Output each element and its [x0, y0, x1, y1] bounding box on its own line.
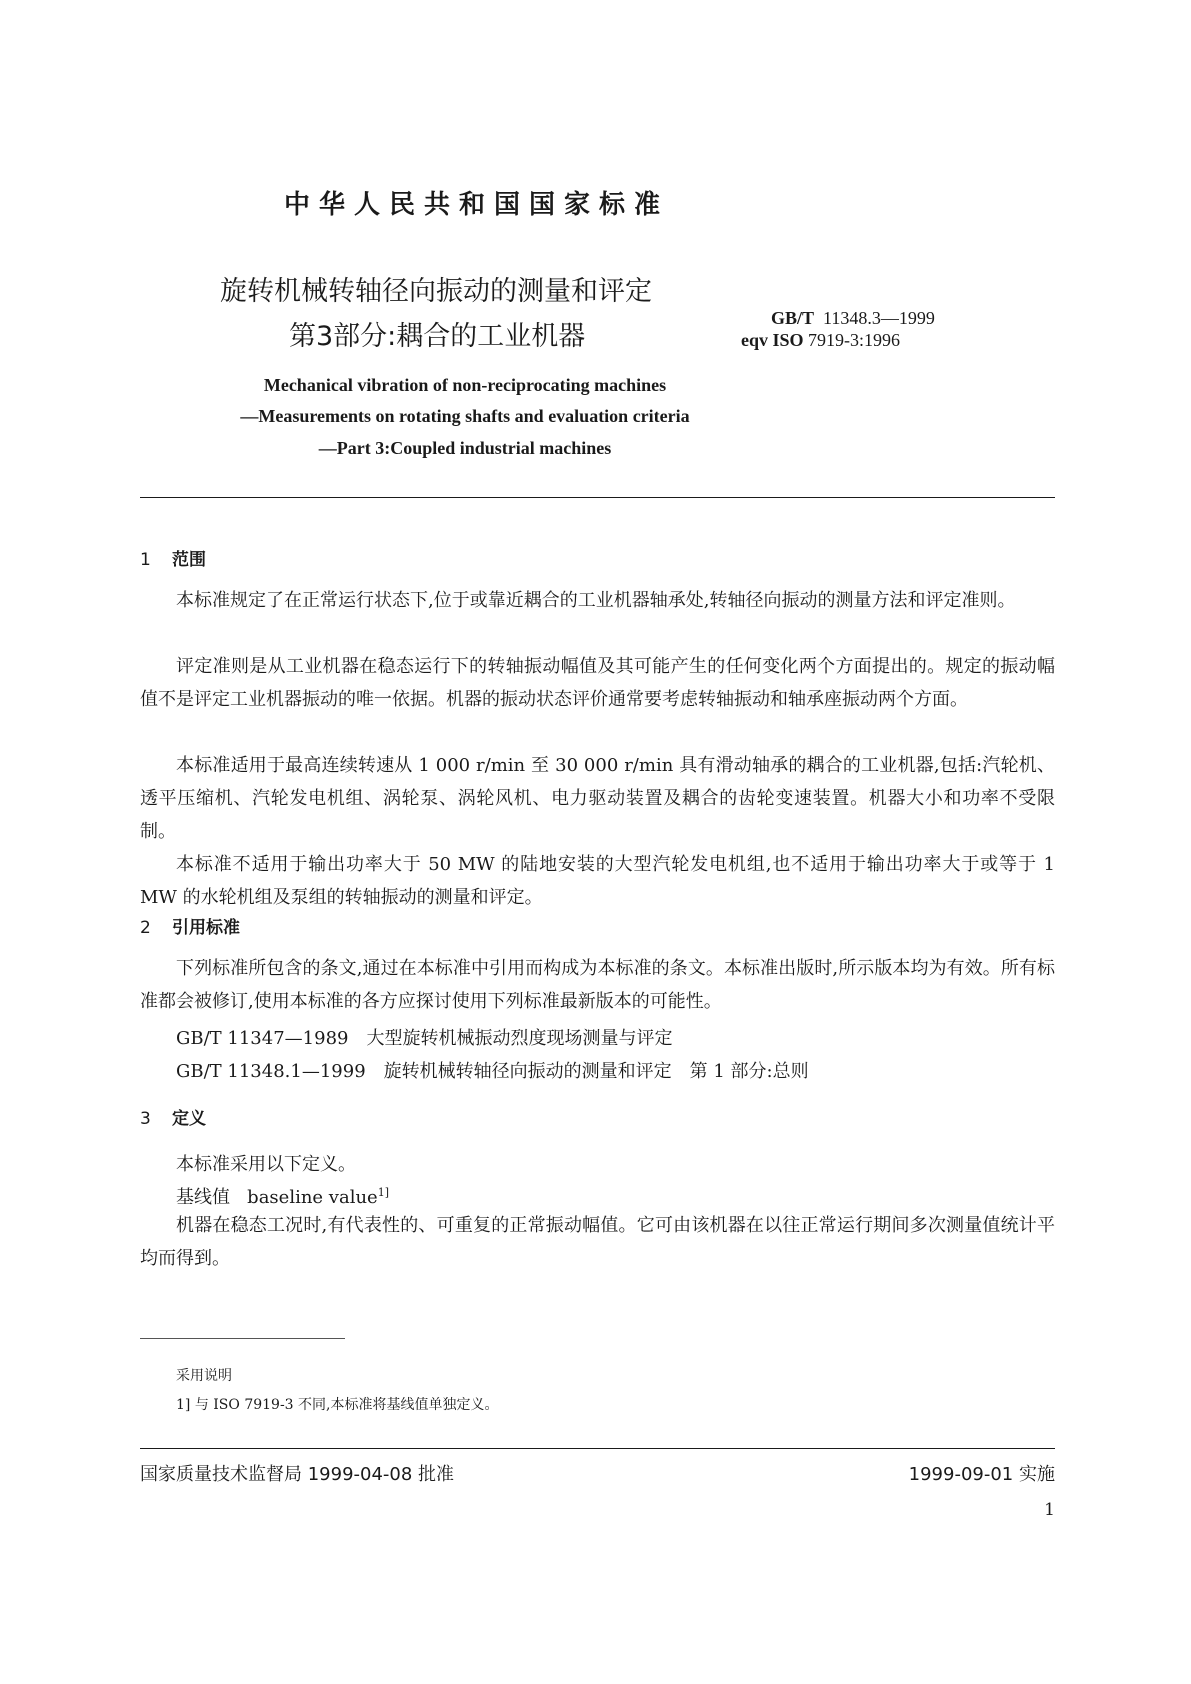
eqv-number: 7919-3:1996 [808, 330, 901, 350]
title-cn-line1: 旋转机械转轴径向振动的测量和评定 [220, 276, 652, 307]
section-2-title: 引用标准 [172, 918, 240, 938]
term-baseline-value [176, 1183, 389, 1209]
section-3-number: 3 [140, 1109, 151, 1129]
std-number: 11348.3—1999 [823, 308, 935, 328]
approval-date: 国家质量技术监督局 1999-04-08 批准 [140, 1464, 455, 1485]
section-2-paragraph-1: 下列标准所包含的条文,通过在本标准中引用而构成为本标准的条文。本标准出版时,所示版本均为有效。所有标准都会被修订,使用本标准的各方应探讨使用下列标准最新版本的可能性。 [140, 958, 1055, 1012]
footnote-text: 1] 与 ISO 7919-3 不同,本标准将基线值单独定义。 [176, 1397, 499, 1413]
footer-divider [140, 1448, 1055, 1449]
org-title: 中华人民共和国国家标准 [284, 190, 670, 220]
page-number: 1 [1044, 1500, 1055, 1520]
eqv-row [741, 329, 935, 351]
footnote-label: 采用说明 [176, 1368, 232, 1384]
std-number-prefix: GB/T [771, 308, 815, 328]
implementation-date: 1999-09-01 实施 [908, 1464, 1055, 1485]
term-cn: 基线值 [176, 1187, 230, 1208]
section-1-number: 1 [140, 550, 151, 570]
section-3-heading [140, 1104, 206, 1129]
section-1-heading [140, 545, 206, 570]
title-en-line3: —Part 3:Coupled industrial machines [318, 438, 612, 458]
section-1-paragraph-1: 本标准规定了在正常运行状态下,位于或靠近耦合的工业机器轴承处,转轴径向振动的测量方法和评定准则。 [176, 590, 1016, 611]
term-footnote-marker: 1] [377, 1186, 389, 1199]
standard-number-block [741, 307, 935, 351]
std-number-row [771, 307, 935, 329]
section-3-intro: 本标准采用以下定义。 [176, 1154, 356, 1175]
footnote-divider [140, 1338, 345, 1339]
section-1-paragraph-2: 评定准则是从工业机器在稳态运行下的转轴振动幅值及其可能产生的任何变化两个方面提出的。规定的振动幅值不是评定工业机器振动的唯一依据。机器的振动状态评价通常要考虑转轴振动和轴承座振动两个方面。 [140, 656, 1055, 710]
section-3-definition: 机器在稳态工况时,有代表性的、可重复的正常振动幅值。它可由该机器在以往正常运行期间多次测量值统计平均而得到。 [140, 1215, 1055, 1269]
section-3-title: 定义 [172, 1109, 206, 1129]
section-1-paragraph-3: 本标准适用于最高连续转速从 1 000 r/min 至 30 000 r/min 具有滑动轴承的耦合的工业机器,包括:汽轮机、透平压缩机、汽轮发电机组、涡轮泵、涡轮风机、电力驱动装置及耦合的齿轮变速装置。机器大小和功率不受限制。 [140, 755, 1055, 842]
section-1-title: 范围 [172, 550, 206, 570]
section-2-heading [140, 913, 240, 938]
section-1-paragraph-4: 本标准不适用于输出功率大于 50 MW 的陆地安装的大型汽轮发电机组,也不适用于输出功率大于或等于 1 MW 的水轮机组及泵组的转轴振动的测量和评定。 [140, 854, 1055, 908]
reference-2: GB/T 11348.1—1999 旋转机械转轴径向振动的测量和评定 第 1 部分:总则 [176, 1061, 809, 1082]
term-en: baseline value [247, 1187, 378, 1208]
title-divider [140, 497, 1055, 498]
section-2-number: 2 [140, 918, 151, 938]
eqv-prefix: eqv ISO [741, 330, 804, 350]
reference-1: GB/T 11347—1989 大型旋转机械振动烈度现场测量与评定 [176, 1028, 673, 1049]
title-en-line2: —Measurements on rotating shafts and evaluation criteria [240, 406, 690, 426]
title-cn-line2: 第3部分:耦合的工业机器 [289, 321, 586, 352]
title-en-line1: Mechanical vibration of non-reciprocating machines [263, 375, 667, 395]
